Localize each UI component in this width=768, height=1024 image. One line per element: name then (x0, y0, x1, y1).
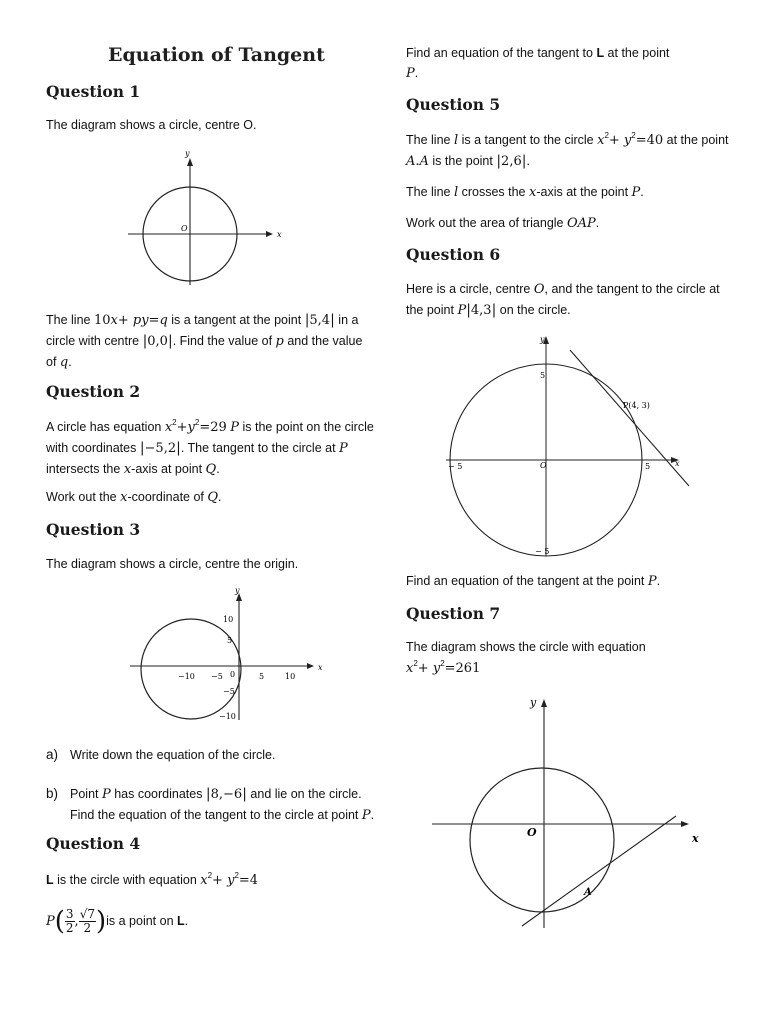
page-title: Equation of Tangent (108, 44, 325, 66)
q3-x-label: x (318, 663, 323, 672)
q6-point-label: P(4, 3) (623, 401, 650, 410)
question-2-heading: Question 2 (46, 382, 141, 401)
q6-left-label: − 5 (448, 462, 463, 471)
question-6-heading: Question 6 (406, 245, 501, 264)
q6-right-label: 5 (645, 462, 651, 471)
q6-top-label: 5 (540, 371, 546, 380)
q6-y-label: y (540, 335, 545, 344)
q7-origin-label: O (527, 826, 537, 839)
q3-circle (141, 619, 241, 719)
q7-intro: The diagram shows the circle with equation (406, 640, 646, 654)
q6-bottom-label: − 5 (535, 547, 550, 556)
question-1-heading: Question 1 (46, 82, 141, 101)
q2-question-text: A circle has equation $x^2+y^2=29$ P is the point on the circle with coordinates |−5,2|. The tangent to the circle at P intersects the x-axis at point Q. (46, 418, 374, 477)
q6-x-label: x (675, 459, 680, 468)
q3-intro: The diagram shows a circle, centre the origin. (46, 557, 299, 571)
q3-ytick-3: −5 (223, 687, 235, 696)
q6-origin-label: O (540, 461, 547, 470)
q6-task-text: Find an equation of the tangent at the point P. (406, 574, 661, 589)
q4-point-text: P( $\frac{3}{2}$ , $\frac{√7}{2}$ )is a point on L. (46, 906, 189, 937)
q5-crossing-text: The line l crosses the x-axis at the point P. (406, 185, 644, 200)
q7-circle (470, 768, 614, 912)
q4-fraction-1: $\frac{3}{2}$ (65, 907, 74, 936)
q1-y-arrow (187, 158, 193, 166)
q6-tangent-line (570, 350, 689, 486)
question-5-heading: Question 5 (406, 95, 501, 114)
q2-task-text: Work out the x-coordinate of Q. (46, 490, 222, 505)
q1-origin-label: O (181, 224, 188, 233)
q6-question-text: Here is a circle, centre O, and the tangent to the circle at the point P|4,3| on the circle. (406, 282, 720, 318)
q7-x-label: x (692, 832, 699, 845)
q4-intro: L is the circle with equation $x^2+ y^2=4$ (46, 871, 259, 888)
q3-xtick-3: 5 (259, 672, 265, 681)
q1-y-label: y (185, 149, 190, 158)
q5-task-text: Work out the area of triangle OAP. (406, 216, 600, 231)
left-column (46, 0, 376, 937)
q1-intro: The diagram shows a circle, centre O. (46, 118, 257, 132)
q3-y-label: y (235, 586, 240, 595)
q3-ytick-1: 10 (223, 615, 234, 624)
q3-origin-label: 0 (230, 670, 236, 679)
q1-circle-diagram (126, 148, 358, 288)
q3-part-a: a) Write down the equation of the circle. (46, 747, 276, 762)
question-4-heading: Question 4 (46, 834, 141, 853)
q3-xtick-4: 10 (285, 672, 296, 681)
q7-y-arrow (541, 699, 547, 707)
q4-task-text: Find an equation of the tangent to L at the point P. (406, 46, 670, 81)
q3-part-b: b) Point P has coordinates |8,−6| and lie on the circle. Find the equation of the tangent to the circle at point P. (46, 786, 375, 823)
q7-x-arrow (681, 821, 689, 827)
q3-ytick-2: 5 (227, 636, 233, 645)
q3-xtick-2: −5 (211, 672, 223, 681)
q7-tangent-line (522, 816, 676, 926)
q7-y-label: y (530, 696, 537, 709)
q3-circle-diagram (126, 585, 358, 725)
q6-circle-diagram (436, 330, 736, 562)
question-7-heading: Question 7 (406, 604, 501, 623)
q5-question-text: The line l is a tangent to the circle $x^2+ y^2=40$ at the point A.A is the point |2,6|. (406, 131, 729, 169)
q7-equation: $x^2+ y^2=261$ (406, 659, 481, 676)
q3-x-arrow (307, 663, 314, 669)
q7-circle-diagram (426, 690, 736, 940)
q3-xtick-1: −10 (178, 672, 195, 681)
q3-ytick-4: −10 (219, 712, 236, 721)
q1-x-arrow (266, 231, 273, 237)
q1-x-label: x (277, 230, 282, 239)
question-3-heading: Question 3 (46, 520, 141, 539)
q1-question-text: The line 10x+ py=q is a tangent at the point |5,4| in a circle with centre |0,0|. Find the value of p and the value of q. (46, 312, 363, 370)
q4-fraction-2: $\frac{√7}{2}$ (79, 907, 95, 936)
q7-point-a-label: A (584, 887, 592, 898)
